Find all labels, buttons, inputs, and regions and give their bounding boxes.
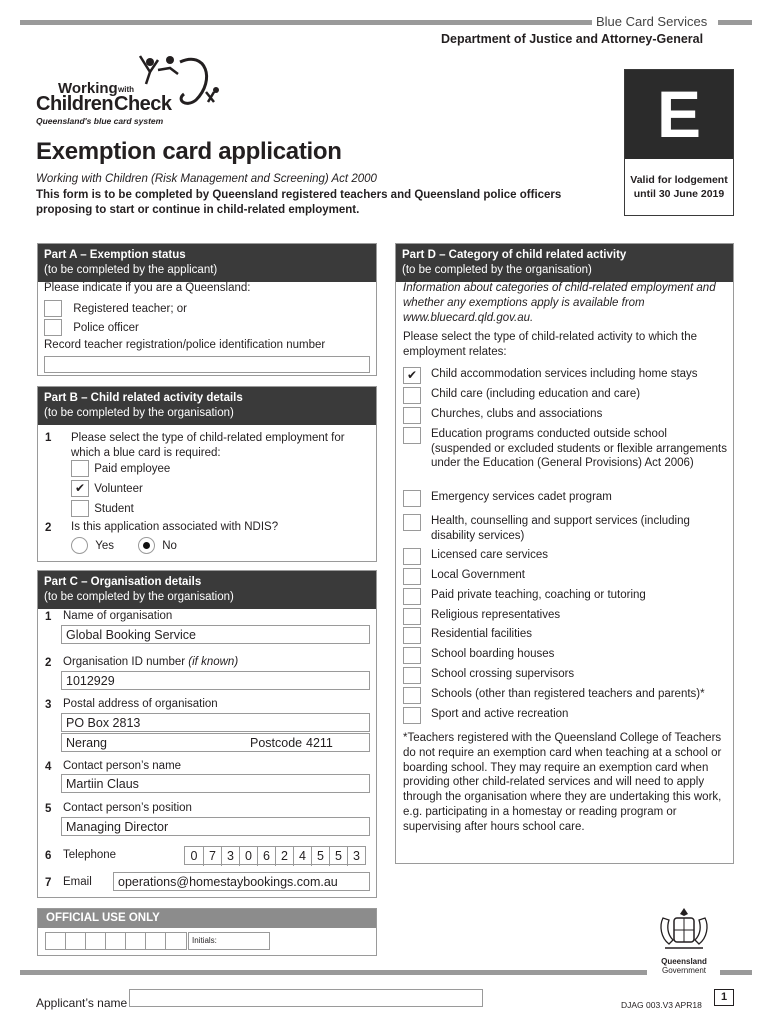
activity-label: Residential facilities [431, 628, 532, 640]
f6-number: 6 [45, 850, 52, 862]
valid-line1: Valid for lodgement [630, 174, 728, 186]
contact-position-field[interactable]: Managing Director [61, 817, 370, 836]
activity-checkbox[interactable] [403, 490, 421, 507]
teacher-checkbox[interactable] [44, 300, 62, 317]
form-letter: E [625, 70, 733, 159]
volunteer-checkbox[interactable]: ✔ [71, 480, 89, 497]
header-rule-left [20, 20, 592, 25]
activity-item [403, 367, 729, 382]
part-c-header [38, 571, 376, 609]
telephone-digit[interactable]: 3 [221, 847, 239, 866]
activity-item [403, 427, 729, 471]
activity-item [403, 514, 729, 543]
email-field[interactable]: operations@homestaybookings.com.au [113, 872, 370, 891]
contact-name-field[interactable]: Martiin Claus [61, 774, 370, 793]
telephone-digit[interactable]: 6 [257, 847, 275, 866]
activity-label: School crossing supervisors [431, 668, 575, 680]
activity-checkbox[interactable] [403, 387, 421, 404]
contact-position-label: Contact person’s position [63, 802, 192, 814]
activity-checkbox[interactable] [403, 647, 421, 664]
activity-item [403, 667, 729, 682]
form-letter-box [624, 69, 734, 216]
activity-label: Emergency services cadet program [431, 491, 612, 503]
telephone-digit[interactable]: 3 [347, 847, 365, 866]
activity-checkbox[interactable] [403, 407, 421, 424]
telephone-digit[interactable]: 7 [203, 847, 221, 866]
activity-label: Schools (other than registered teachers and parents)* [431, 688, 705, 700]
ndis-no-label: No [162, 539, 177, 552]
logo-line3: Check [114, 93, 172, 115]
activity-label: Local Government [431, 569, 525, 581]
record-label: Record teacher registration/police identification number [44, 339, 326, 351]
teacher-label: Registered teacher; or [73, 302, 187, 315]
activity-item [403, 608, 729, 623]
email-label: Email [63, 876, 92, 888]
f3-number: 3 [45, 699, 52, 711]
postcode-label: Postcode [250, 736, 303, 750]
part-a-prompt: Please indicate if you are a Queensland: [44, 282, 251, 294]
intro-text: This form is to be completed by Queensland registered teachers and Queensland police officers proposing to start or continue in child-related employment. [36, 189, 562, 216]
telephone-digit[interactable]: 5 [329, 847, 347, 866]
postal-label: Postal address of organisation [63, 698, 218, 710]
department-name: Department of Justice and Attorney-General [441, 32, 704, 46]
logo-with: with [118, 85, 134, 94]
q1-text: Please select the type of child-related employment for which a blue card is required: [71, 432, 345, 459]
police-label: Police officer [73, 321, 139, 334]
activity-item [403, 627, 729, 642]
part-d-prompt: Please select the type of child-related activity to which the employment relates: [403, 331, 698, 358]
activity-checkbox[interactable] [403, 667, 421, 684]
logo-tagline: Queensland's blue card system [36, 116, 164, 126]
q1-number: 1 [45, 432, 52, 444]
activity-item [403, 707, 729, 722]
activity-item [403, 588, 729, 603]
logo-line2: Children [36, 93, 114, 115]
applicant-name-label: Applicant’s name [36, 996, 128, 1010]
part-c-title: Part C – Organisation details [44, 576, 202, 588]
suburb-value: Nerang [66, 736, 107, 750]
part-a-title: Part A – Exemption status [44, 249, 186, 261]
activity-item [403, 568, 729, 583]
paid-checkbox[interactable] [71, 460, 89, 477]
part-b-header [38, 387, 376, 425]
act-reference: Working with Children (Risk Management and Screening) Act 2000 [36, 173, 377, 185]
f4-number: 4 [45, 761, 52, 773]
part-d-title: Part D – Category of child related activity [402, 249, 627, 261]
telephone-digit[interactable]: 2 [275, 847, 293, 866]
org-name-label: Name of organisation [63, 610, 173, 622]
record-number-field[interactable] [44, 356, 370, 373]
activity-label: Education programs conducted outside school (suspended or excluded students or flexible arrangements under the Education (General Provisions) Act 2006) [431, 428, 727, 470]
q2-number: 2 [45, 522, 52, 534]
telephone-digit[interactable]: 4 [293, 847, 311, 866]
postcode-value: 4211 [306, 736, 333, 750]
volunteer-label: Volunteer [94, 482, 143, 495]
activity-checkbox[interactable] [403, 627, 421, 644]
f7-number: 7 [45, 877, 52, 889]
header-rule-right [718, 20, 752, 25]
activity-label: Religious representatives [431, 609, 561, 621]
activity-checkbox[interactable] [403, 568, 421, 585]
telephone-digit[interactable]: 0 [190, 849, 198, 863]
part-a-subtitle: (to be completed by the applicant) [44, 264, 218, 276]
activity-label: Child care (including education and care) [431, 388, 641, 400]
telephone-field[interactable] [184, 846, 366, 865]
qld-line1: Queensland [661, 957, 707, 966]
part-d [395, 243, 734, 864]
official-use [37, 908, 377, 956]
org-id-field[interactable]: 1012929 [61, 671, 370, 690]
part-d-footnote: *Teachers registered with the Queensland College of Teachers do not require an exemption card when teaching at a school or boarding school. They may require an exemption card when providing other child-related services and will need to apply through the organisation where they are undertaking this work, e.g. participating in a homestay or reading program or supervising after hours school care. [403, 732, 722, 833]
official-title: OFFICIAL USE ONLY [38, 909, 376, 928]
activity-checkbox[interactable] [403, 707, 421, 724]
activity-checkbox[interactable] [403, 427, 421, 444]
police-checkbox[interactable] [44, 319, 62, 336]
postal-line1-field[interactable]: PO Box 2813 [61, 713, 370, 732]
activity-checkbox[interactable] [403, 548, 421, 565]
activity-label: Paid private teaching, coaching or tutoring [431, 589, 646, 601]
paid-label: Paid employee [94, 462, 171, 475]
logo-line1: Working [58, 80, 118, 97]
f5-number: 5 [45, 803, 52, 815]
ndis-yes-label: Yes [95, 539, 114, 552]
q2-text: Is this application associated with NDIS? [71, 521, 279, 533]
org-id-label: Organisation ID number [63, 656, 186, 668]
part-c [37, 570, 377, 898]
ndis-no-radio[interactable] [138, 537, 155, 554]
official-boxes[interactable] [45, 932, 187, 950]
activity-label: Health, counselling and support services (including disability services) [431, 515, 690, 542]
page-number: 1 [714, 989, 734, 1006]
contact-name-label: Contact person’s name [63, 760, 182, 772]
activity-item [403, 407, 729, 422]
qld-government-logo [652, 904, 716, 976]
telephone-label: Telephone [63, 849, 117, 861]
activity-checkbox[interactable] [403, 687, 421, 704]
qld-line2: Government [661, 966, 707, 975]
wwcc-logo [36, 50, 236, 130]
org-name-field[interactable]: Global Booking Service [61, 625, 370, 644]
form-code: DJAG 003.V3 APR18 [621, 1000, 702, 1010]
part-a [37, 243, 377, 376]
activity-checkbox[interactable] [403, 608, 421, 625]
activity-item [403, 548, 729, 563]
initials-field[interactable] [188, 932, 270, 950]
activity-item [403, 387, 729, 402]
activity-item [403, 490, 729, 505]
telephone-digit[interactable]: 0 [239, 847, 257, 866]
valid-line2: until 30 June 2019 [633, 188, 725, 200]
page-title: Exemption card application [36, 138, 342, 165]
part-c-subtitle: (to be completed by the organisation) [44, 591, 234, 603]
part-a-header [38, 244, 376, 282]
activity-label: Child accommodation services including home stays [431, 368, 698, 380]
applicant-name-field[interactable] [129, 989, 483, 1007]
activity-label: Churches, clubs and associations [431, 408, 603, 420]
service-name: Blue Card Services [596, 14, 708, 29]
f2-number: 2 [45, 657, 52, 669]
activity-label: Sport and active recreation [431, 708, 569, 720]
activity-item [403, 647, 729, 662]
part-b [37, 386, 377, 562]
student-label: Student [94, 502, 134, 515]
initials-label: Initials: [192, 936, 217, 945]
footer-rule-right [720, 970, 752, 975]
student-checkbox[interactable] [71, 500, 89, 517]
part-b-subtitle: (to be completed by the organisation) [44, 407, 234, 419]
activity-label: Licensed care services [431, 549, 548, 561]
activity-checkbox[interactable] [403, 514, 421, 531]
footer-rule-left [20, 970, 647, 975]
part-b-title: Part B – Child related activity details [44, 392, 243, 404]
telephone-digit[interactable]: 5 [311, 847, 329, 866]
postal-line2-field[interactable] [61, 733, 370, 752]
activity-item [403, 687, 729, 702]
part-d-header [396, 244, 733, 282]
part-d-info: Information about categories of child-related employment and whether any exemptions apply is available from www.bluecard.qld.gov.au. [403, 282, 716, 324]
activity-checkbox[interactable] [403, 588, 421, 605]
ndis-yes-radio[interactable] [71, 537, 88, 554]
f1-number: 1 [45, 611, 52, 623]
activity-label: School boarding houses [431, 648, 555, 660]
activity-checkbox[interactable]: ✔ [403, 367, 421, 384]
part-d-subtitle: (to be completed by the organisation) [402, 264, 592, 276]
org-id-hint: (if known) [188, 656, 239, 668]
qld-crest-icon [655, 904, 713, 954]
